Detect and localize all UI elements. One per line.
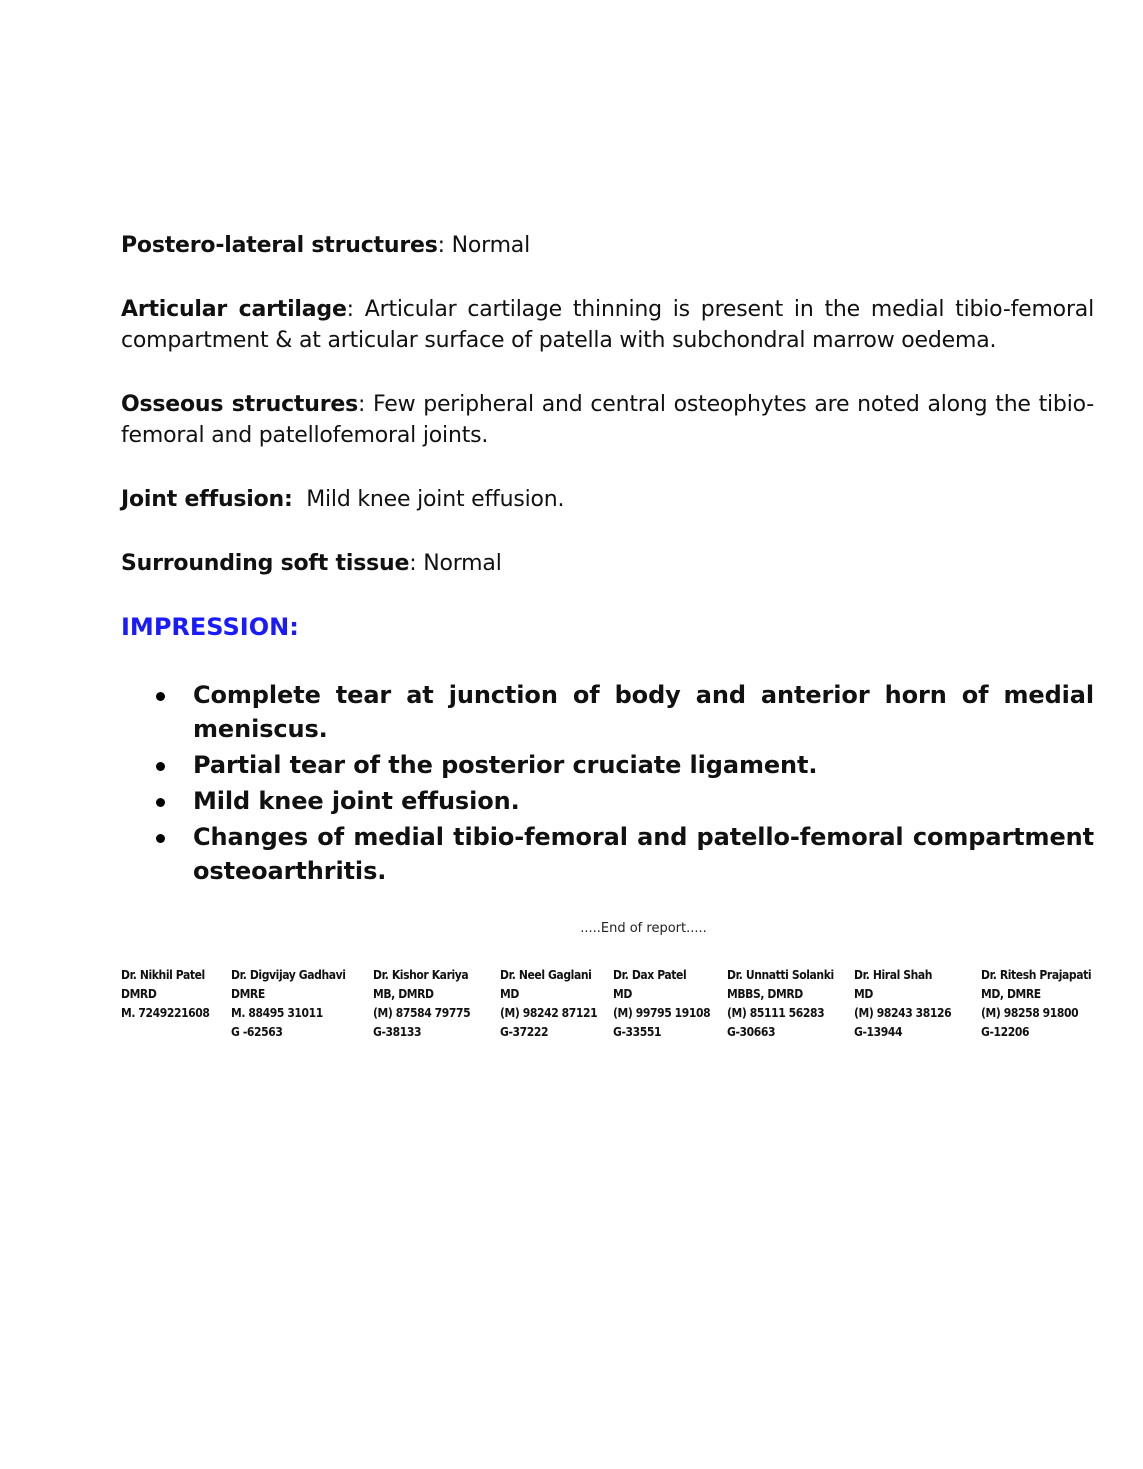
- finding-text: : Normal: [437, 233, 530, 258]
- bullet-icon: [156, 834, 165, 843]
- doctor-phone: M. 88495 31011: [231, 1006, 323, 1020]
- impression-item: Partial tear of the posterior cruciate ligament.: [193, 748, 1094, 782]
- finding-osseous-structures: [121, 389, 1094, 451]
- finding-text: : Normal: [409, 551, 502, 576]
- finding-label: Surrounding soft tissue: [121, 551, 410, 576]
- doctor-entry: [500, 966, 597, 1042]
- doctor-name: Dr. Nikhil Patel: [121, 968, 205, 982]
- doctor-phone: (M) 85111 56283: [727, 1006, 825, 1020]
- finding-text: : Articular cartilage thinning is present in the medial tibio-femoral compartment & at articular surface of patella with subchondral marrow oedema.: [121, 297, 1094, 353]
- finding-soft-tissue: [121, 548, 1094, 579]
- finding-label: Joint effusion:: [121, 487, 293, 512]
- finding-joint-effusion: [121, 484, 1094, 515]
- doctor-reg: G-38133: [373, 1025, 422, 1039]
- doctor-entry: [727, 966, 834, 1042]
- doctor-phone: (M) 87584 79775: [373, 1006, 471, 1020]
- doctor-phone: (M) 99795 19108: [613, 1006, 711, 1020]
- doctor-entry: [121, 966, 210, 1023]
- bullet-icon: [156, 798, 165, 807]
- finding-label: Articular cartilage: [121, 297, 347, 322]
- impression-item: Mild knee joint effusion.: [193, 784, 1094, 818]
- end-of-report: .....End of report.....: [580, 921, 707, 936]
- doctor-name: Dr. Digvijay Gadhavi: [231, 968, 346, 982]
- finding-label: Postero-lateral structures: [121, 233, 438, 258]
- doctor-reg: G -62563: [231, 1025, 283, 1039]
- report-body: [121, 230, 1094, 936]
- doctor-name: Dr. Ritesh Prajapati: [981, 968, 1092, 982]
- finding-articular-cartilage: [121, 294, 1094, 356]
- doctor-phone: M. 7249221608: [121, 1006, 210, 1020]
- doctor-degree: DMRD: [121, 987, 157, 1001]
- doctor-degree: MD: [500, 987, 519, 1001]
- doctor-entry: [373, 966, 470, 1042]
- finding-label: Osseous structures: [121, 392, 358, 417]
- finding-text: : Few peripheral and central osteophytes are noted along the tibio-femoral and patellofemoral joints.: [121, 392, 1095, 448]
- doctor-phone: (M) 98243 38126: [854, 1006, 952, 1020]
- doctor-degree: MB, DMRD: [373, 987, 434, 1001]
- doctor-reg: G-30663: [727, 1025, 776, 1039]
- impression-heading: IMPRESSION:: [121, 613, 299, 641]
- doctor-reg: G-33551: [613, 1025, 662, 1039]
- doctor-name: Dr. Kishor Kariya: [373, 968, 469, 982]
- doctor-phone: (M) 98242 87121: [500, 1006, 598, 1020]
- finding-postero-lateral: [121, 230, 1094, 261]
- impression-item: Complete tear at junction of body and anterior horn of medial meniscus.: [193, 678, 1094, 746]
- impression-item: Changes of medial tibio-femoral and patello-femoral compartment osteoarthritis.: [193, 820, 1094, 888]
- doctor-phone: (M) 98258 91800: [981, 1006, 1079, 1020]
- doctor-name: Dr. Unnatti Solanki: [727, 968, 834, 982]
- doctor-entry: [613, 966, 710, 1042]
- doctor-entry: [231, 966, 346, 1042]
- impression-list: [121, 678, 1094, 888]
- doctor-degree: MD: [854, 987, 873, 1001]
- doctor-degree: MD, DMRE: [981, 987, 1041, 1001]
- doctor-entry: [981, 966, 1091, 1042]
- doctor-name: Dr. Neel Gaglani: [500, 968, 592, 982]
- bullet-icon: [156, 762, 165, 771]
- doctor-name: Dr. Dax Patel: [613, 968, 687, 982]
- doctor-reg: G-12206: [981, 1025, 1030, 1039]
- doctor-name: Dr. Hiral Shah: [854, 968, 933, 982]
- doctor-reg: G-37222: [500, 1025, 549, 1039]
- doctor-entry: [854, 966, 951, 1042]
- bullet-icon: [156, 692, 165, 701]
- finding-text: Mild knee joint effusion.: [292, 487, 565, 512]
- doctor-reg: G-13944: [854, 1025, 903, 1039]
- doctor-degree: DMRE: [231, 987, 265, 1001]
- doctor-signatures: [121, 966, 1101, 1046]
- doctor-degree: MBBS, DMRD: [727, 987, 803, 1001]
- doctor-degree: MD: [613, 987, 632, 1001]
